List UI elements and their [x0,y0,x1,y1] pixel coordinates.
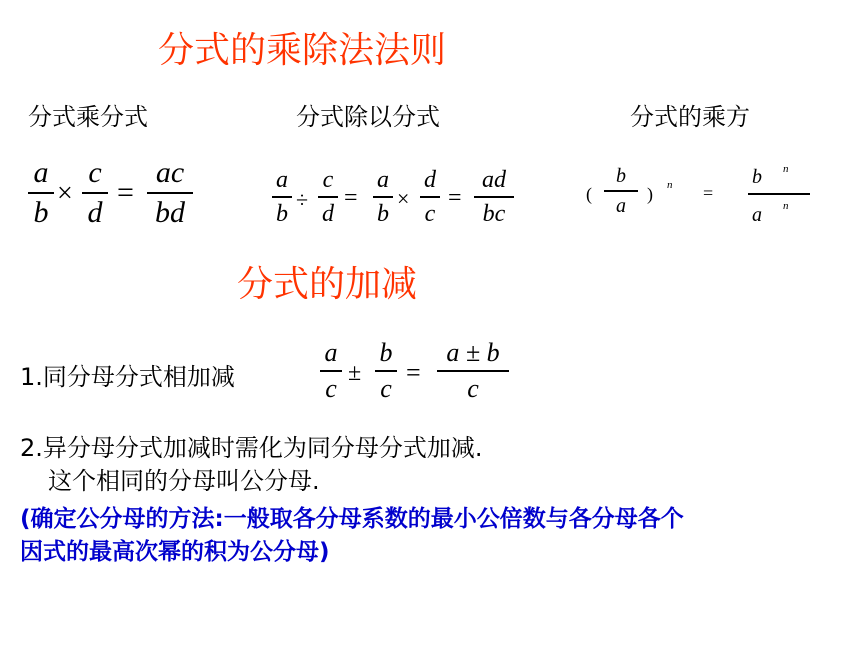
rule-label-multiply: 分式乘分式 [28,103,148,131]
numerator: b [616,165,626,187]
numerator-b: b [752,166,762,188]
denominator: d [87,196,103,229]
numerator: c [322,167,334,193]
denominator: bd [155,196,185,229]
method-note-line-2: 因式的最高次幂的积为公分母) [20,539,330,565]
fraction-bar [748,193,810,195]
equals-sign: = [117,176,134,209]
rule-item-2: 2.异分母分式加减时需化为同分母分式加减. [20,434,483,462]
numerator: a ± b [446,338,500,367]
fraction-b-over-a [604,166,638,216]
fraction-bar [375,370,397,372]
exponent-n: n [667,179,673,191]
equals-sign: = [448,185,462,211]
fraction-ad-over-bc [474,168,514,226]
denominator-a: a [752,204,762,226]
numerator: b [379,338,393,367]
equals-sign: = [406,358,421,387]
rule-item-2-continued: 这个相同的分母叫公分母. [48,467,320,495]
rule-label-power: 分式的乘方 [630,103,750,131]
numerator: ac [155,156,185,189]
denominator: b [377,201,389,227]
fraction-bar [420,196,440,198]
numerator: a [276,167,288,193]
denominator: c [424,201,436,227]
numerator-exponent-n: n [783,163,789,175]
rule-label-divide: 分式除以分式 [296,103,440,131]
numerator: ad [482,167,506,193]
denominator: bc [482,201,506,227]
fraction-c-over-d [82,158,108,228]
fraction-a-over-b [272,168,292,226]
equals-sign: = [344,185,358,211]
fraction-ac-over-bd [147,158,193,228]
fraction-bar [28,192,54,194]
denominator-exponent-n: n [783,200,789,212]
fraction-a-over-c [320,340,342,402]
denominator: c [380,374,392,403]
fraction-bar [82,192,108,194]
numerator: d [424,167,436,193]
times-sign: × [397,186,410,211]
numerator: c [88,156,102,189]
denominator: b [33,196,49,229]
plus-minus-sign: ± [348,360,362,386]
numerator: a [324,338,338,367]
right-paren: ) [647,184,653,204]
fraction-b-over-c [375,340,397,402]
fraction-a-pm-b-over-c [437,340,509,402]
denominator: c [467,374,479,403]
section-title-add-subtract: 分式的加减 [237,264,418,305]
divide-sign: ÷ [296,187,309,212]
fraction-bar [604,190,638,192]
fraction-bar [474,196,514,198]
fraction-c-over-d [318,168,338,226]
numerator: a [33,156,49,189]
fraction-d-over-c [420,168,440,226]
fraction-a-over-b [373,168,393,226]
page-title: 分式的乘除法法则 [158,30,447,71]
fraction-bar [318,196,338,198]
denominator: d [322,201,334,227]
equals-sign: = [703,183,714,203]
fraction-bar [147,192,193,194]
denominator: c [325,374,337,403]
times-sign: × [57,178,73,209]
numerator: a [377,167,389,193]
fraction-bar [320,370,342,372]
denominator: a [616,195,626,217]
denominator: b [276,201,288,227]
method-note-line-1: (确定公分母的方法:一般取各分母系数的最小公倍数与各分母各个 [20,506,684,532]
fraction-bar [437,370,509,372]
fraction-a-over-b [28,158,54,228]
fraction-bar [373,196,393,198]
left-paren: ( [586,184,592,204]
rule-item-1: 1.同分母分式相加减 [20,363,235,391]
fraction-bar [272,196,292,198]
